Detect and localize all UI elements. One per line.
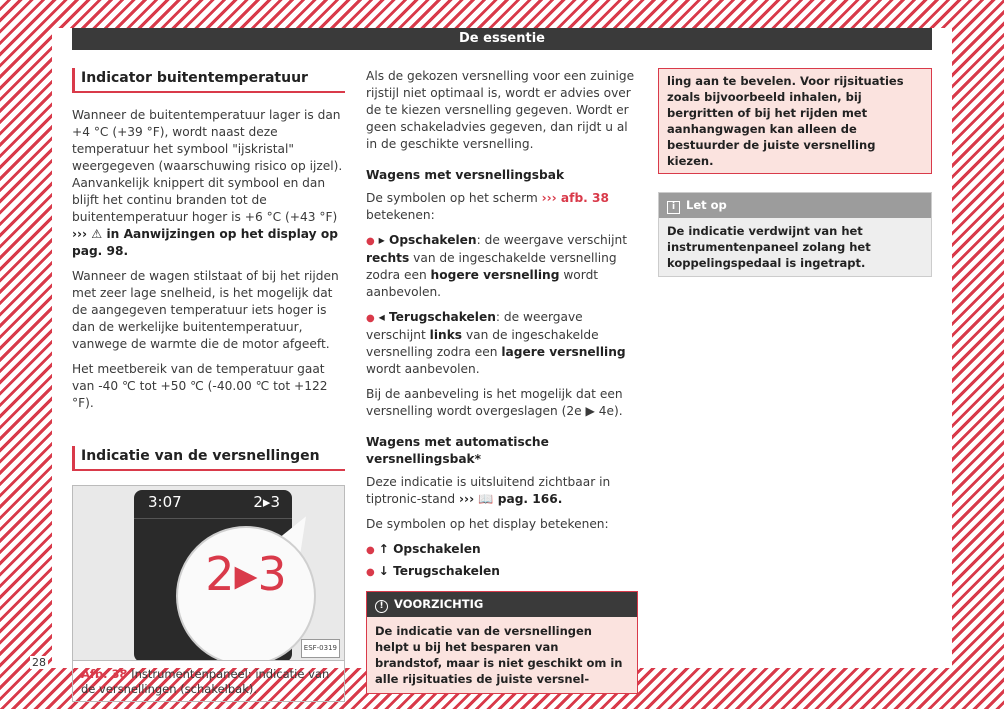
cross-reference-link[interactable]: ››› ⚠ in Aanwijzingen op het display op pag. 98. (72, 227, 338, 258)
column-left (72, 68, 345, 702)
page-header-title: De essentie (72, 28, 932, 50)
bullet-upshift: ● ▸ Opschakelen: de weergave verschijnt rechts van de ingeschakelde versnelling zodra een hogere versnelling wordt aanbevolen. (366, 233, 628, 299)
figure-reference-link[interactable]: ››› afb. 38 (541, 191, 610, 205)
paragraph: Deze indicatie is uitsluitend zichtbaar in tiptronic-stand ››› 📖 pag. 166. (366, 475, 611, 506)
subheading-manual: Wagens met versnellingsbak (366, 168, 565, 182)
page-reference-link[interactable]: ››› 📖 pag. 166. (459, 492, 563, 506)
column-right (658, 68, 932, 277)
bullet-dot-icon: ● (366, 236, 375, 247)
bullet-up: ● ↑ Opschakelen (366, 542, 481, 556)
warning-icon: ! (375, 600, 388, 613)
screen-time: 3:07 (148, 493, 182, 511)
callout-gear-text: 2▸3 (205, 547, 287, 601)
subheading-automatic: Wagens met automatische versnellingsbak* (366, 435, 549, 466)
callout-bubble (176, 526, 316, 660)
caution-continuation: ling aan te bevelen. Voor rijsituaties zoals bijvoorbeeld inhalen, bij bergritten of bij het rijden met aanhangwagen kan alleen de bestuurder de juiste versnelling kiezen. (658, 68, 932, 174)
paragraph: Wanneer de buitentemperatuur lager is dan +4 °C (+39 °F), wordt naast deze temperatuur het symbool "ijskristal" weergegeven (waarschuwing risico op ijzel). Aanvankelijk knippert dit symbool en dan blijft het continu branden tot de buitentemperatuur hoger is +6 °C (+43 °F) ››› ⚠ in Aanwijzingen op het display op pag. 98. (72, 108, 343, 258)
bullet-dot-icon: ● (366, 545, 375, 556)
paragraph: Het meetbereik van de temperatuur gaat van -40 ℃ tot +50 ℃ (-40.00 ℃ tot +122 °F). (72, 362, 328, 410)
figure-caption: Afb. 38 Instrumentenpaneel: indicatie van de versnellingen (schakelbak). (73, 660, 344, 701)
section-title-gear-indication: Indicatie van de versnellingen (72, 446, 345, 471)
caution-title: VOORZICHTIG (394, 597, 484, 611)
note-text: De indicatie verdwijnt van het instrumentenpaneel zolang het koppelingspedaal is ingetrapt. (659, 218, 931, 276)
figure-image (73, 486, 344, 660)
info-icon: i (667, 201, 680, 214)
caution-text: De indicatie van de versnellingen helpt u bij het besparen van brandstof, maar is niet geschikt om in alle rijsituaties de juiste versnel- (367, 617, 637, 693)
paragraph: Bij de aanbeveling is het mogelijk dat een versnelling wordt overgeslagen (2e ▶ 4e). (366, 387, 623, 418)
note-box (658, 192, 932, 277)
figure-label: Afb. 38 (81, 667, 128, 681)
bullet-down: ● ↓ Terugschakelen (366, 564, 500, 578)
paragraph: Wanneer de wagen stilstaat of bij het rijden met zeer lage snelheid, is het mogelijk dat de aangegeven temperatuur iets hoger is dan de werkelijke buitentemperatuur, vanwege de warmte die de motor afgeeft. (72, 269, 339, 351)
note-title: Let op (686, 198, 727, 212)
page-number: 28 (32, 656, 46, 669)
paragraph: Als de gekozen versnelling voor een zuinige rijstijl niet optimaal is, wordt er advies over de te kiezen versnelling gegeven. Wordt er geen schakeladvies gegeven, dan rijdt u al in de geschikte versnelling. (366, 69, 635, 151)
section-title-outside-temperature: Indicator buitentemperatuur (72, 68, 345, 93)
screen-gear-indicator: 2▸3 (253, 493, 280, 511)
bullet-dot-icon: ● (366, 567, 375, 578)
bullet-dot-icon: ● (366, 313, 375, 324)
paragraph: De symbolen op het display betekenen: (366, 517, 609, 531)
figure-38 (72, 485, 345, 702)
paragraph: De symbolen op het scherm ››› afb. 38 betekenen: (366, 191, 610, 222)
figure-code: ESF-0319 (301, 639, 340, 658)
caution-box (366, 591, 638, 694)
column-middle (366, 68, 638, 694)
page (52, 28, 952, 696)
bullet-downshift: ● ◂ Terugschakelen: de weergave verschijnt links van de ingeschakelde versnelling zodra een lagere versnelling wordt aanbevolen. (366, 310, 626, 376)
